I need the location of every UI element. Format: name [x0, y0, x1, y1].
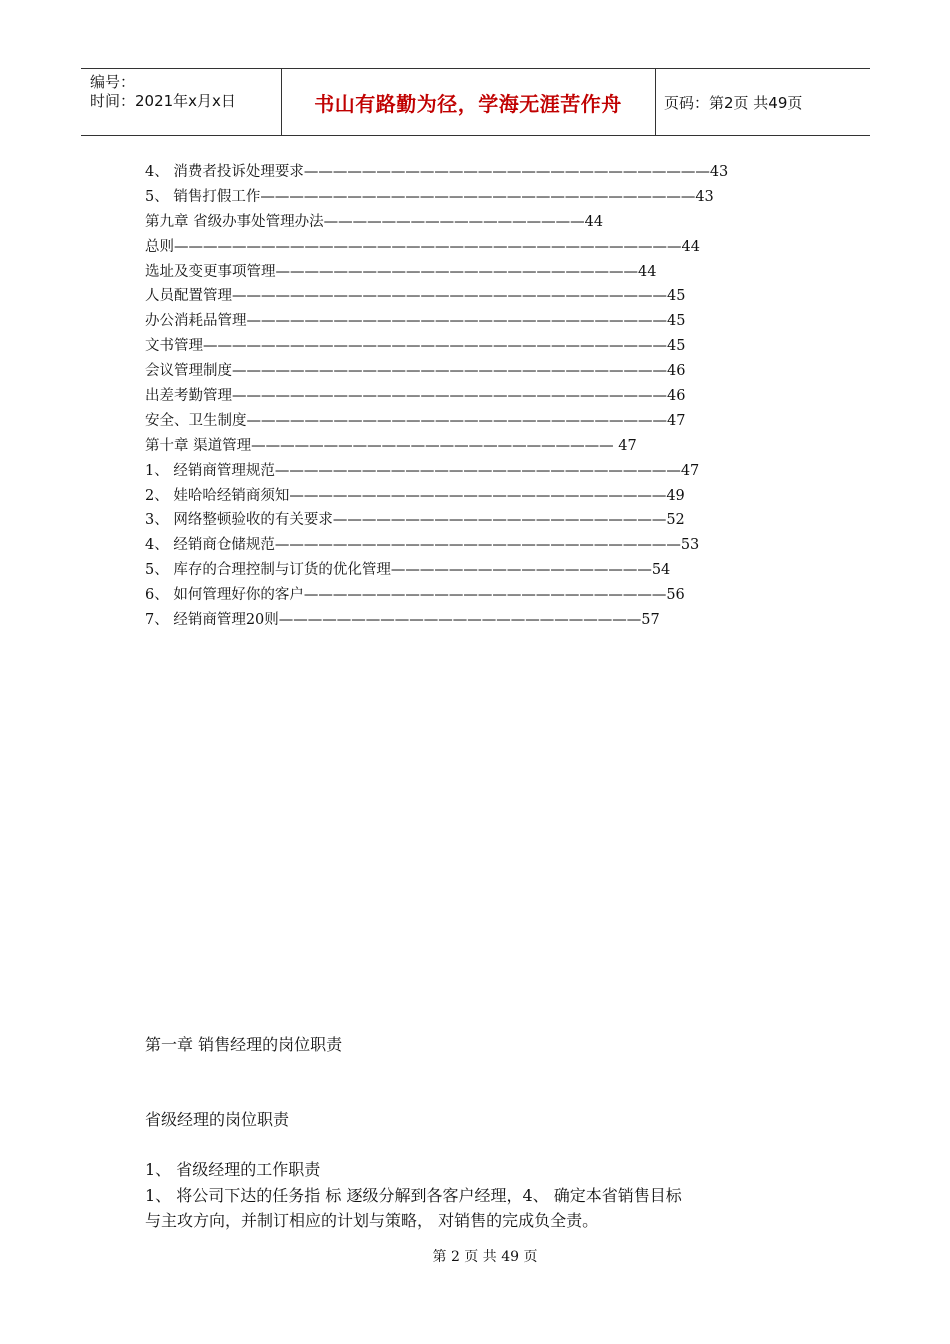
header-middle-cell — [281, 69, 656, 135]
toc-entry: 安全、卫生制度—————————————————————————————47 — [145, 412, 686, 429]
header-left-cell — [81, 69, 282, 135]
chapter-title: 第一章 销售经理的岗位职责 — [145, 1035, 343, 1054]
table-of-contents — [145, 160, 805, 633]
toc-entry: 会议管理制度——————————————————————————————46 — [145, 363, 686, 380]
document-number-label: 编号： — [90, 73, 136, 91]
header-right-cell — [655, 69, 870, 135]
toc-entry: 6、 如何管理好你的客户—————————————————————————56 — [145, 587, 685, 604]
toc-entry: 4、 经销商仓储规范————————————————————————————53 — [145, 537, 700, 554]
page-footer: 第 2 页 共 49 页 — [432, 1249, 538, 1265]
page-header — [81, 68, 870, 136]
toc-entry: 总则———————————————————————————————————44 — [145, 238, 700, 255]
toc-entry: 选址及变更事项管理—————————————————————————44 — [145, 263, 657, 280]
toc-entry: 出差考勤管理——————————————————————————————46 — [145, 388, 686, 405]
toc-entry: 2、 娃哈哈经销商须知——————————————————————————49 — [145, 487, 685, 504]
toc-entry: 第十章 渠道管理————————————————————————— 47 — [145, 437, 637, 454]
document-date: 时间：2021年x月x日 — [90, 92, 236, 110]
toc-entry: 办公消耗品管理—————————————————————————————45 — [145, 313, 686, 330]
toc-entry: 人员配置管理——————————————————————————————45 — [145, 288, 686, 305]
header-motto: 书山有路勤为径，学海无涯苦作舟 — [314, 91, 622, 116]
paragraph-line: 1、 将公司下达的任务指 标 逐级分解到各客户经理，4、 确定本省销售目标 — [145, 1186, 682, 1205]
toc-entry: 3、 网络整顿验收的有关要求———————————————————————52 — [145, 512, 685, 529]
toc-entry: 5、 库存的合理控制与订货的优化管理——————————————————54 — [145, 562, 671, 579]
toc-entry: 第九章 省级办事处管理办法——————————————————44 — [145, 213, 604, 230]
header-page-info: 页码：第2页 共49页 — [664, 93, 803, 112]
toc-entry: 5、 销售打假工作——————————————————————————————43 — [145, 188, 714, 205]
paragraph-line: 与主攻方向，并制订相应的计划与策略， 对销售的完成负全责。 — [145, 1211, 599, 1230]
toc-entry: 7、 经销商管理20则—————————————————————————57 — [145, 612, 660, 629]
section-title: 省级经理的岗位职责 — [145, 1110, 290, 1129]
item-heading: 1、 省级经理的工作职责 — [145, 1160, 321, 1179]
toc-entry: 4、 消费者投诉处理要求————————————————————————————43 — [145, 164, 729, 180]
toc-entry: 文书管理————————————————————————————————45 — [145, 338, 686, 355]
toc-entry: 1、 经销商管理规范————————————————————————————47 — [145, 462, 700, 479]
